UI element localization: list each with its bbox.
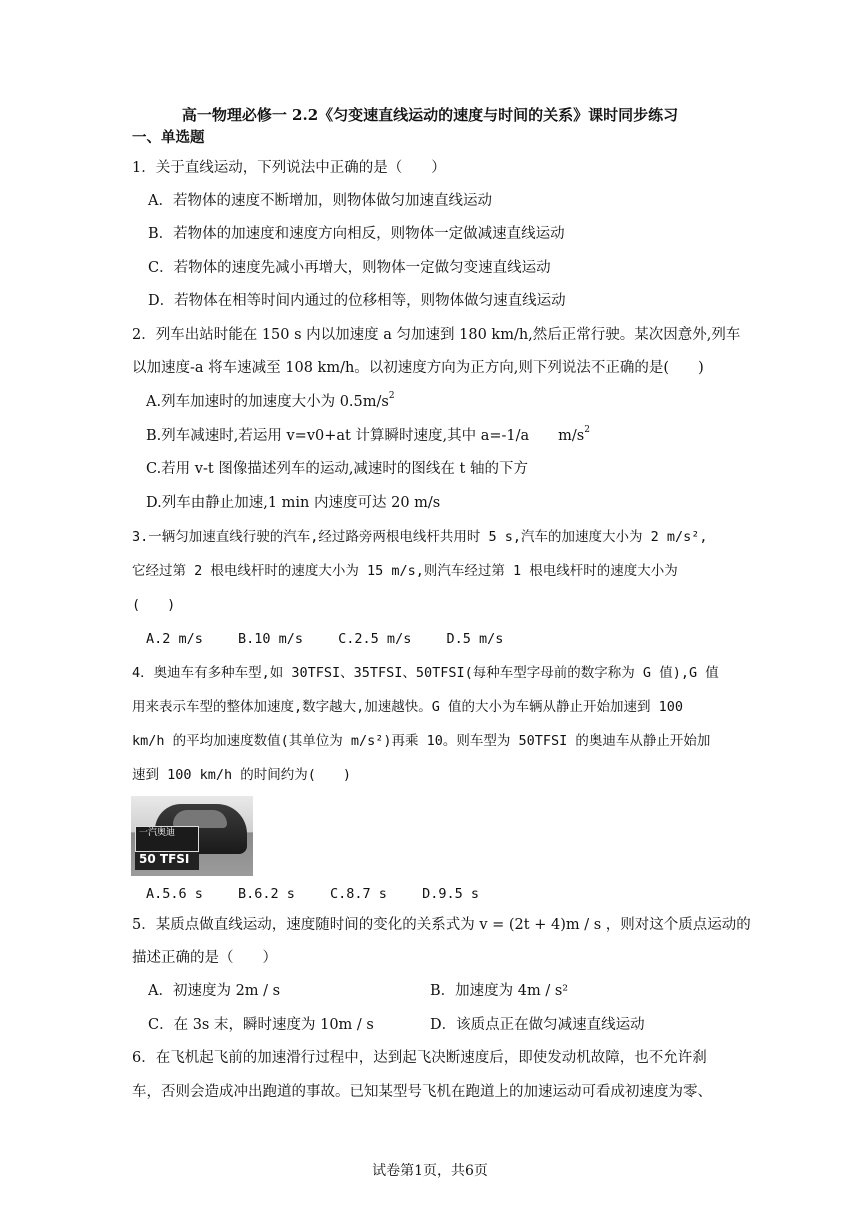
q2-option-b-text: B.列车减速时,若运用 v=v0+at 计算瞬时速度,其中 a=-1/a m/s	[146, 428, 585, 444]
page-title: 高一物理必修一 2.2《匀变速直线运动的速度与时间的关系》课时同步练习	[181, 106, 679, 124]
q4-line-3: km/h 的平均加速度数值(其单位为 m/s²)再乘 10。则车型为 50TFSI 的奥迪车从静止开始加	[132, 733, 711, 749]
q5-option-a: A．初速度为 2m / s	[148, 983, 281, 999]
model-label: 50 TFSI	[135, 852, 199, 870]
q1-option-c: C．若物体的速度先减小再增大，则物体一定做匀变速直线运动	[148, 260, 551, 276]
q1-option-b: B．若物体的加速度和速度方向相反，则物体一定做减速直线运动	[148, 226, 565, 242]
q5-line-2: 描述正确的是（ ）	[132, 950, 277, 966]
q2-line-2: 以加速度-a 将车速减至 108 km/h。以初速度方向为正方向,则下列说法不正确的是( )	[132, 360, 704, 376]
q1-option-d: D．若物体在相等时间内通过的位移相等，则物体做匀速直线运动	[148, 293, 566, 309]
q3-line-2: 它经过第 2 根电线杆时的速度大小为 15 m/s,则汽车经过第 1 根电线杆时的速度大小为	[132, 563, 678, 579]
q5-option-b: B．加速度为 4m / s²	[430, 983, 569, 999]
q2-option-d: D.列车由静止加速,1 min 内速度可达 20 m/s	[146, 495, 441, 511]
q4-line-4: 速到 100 km/h 的时间约为( )	[132, 767, 352, 783]
q5-option-d: D．该质点正在做匀减速直线运动	[430, 1017, 645, 1033]
section-heading: 一、单选题	[132, 129, 205, 146]
q3-line-3: ( )	[132, 597, 176, 613]
q3-options: A.2 m/s B.10 m/s C.2.5 m/s D.5 m/s	[146, 631, 504, 647]
q4-options: A.5.6 s B.6.2 s C.8.7 s D.9.5 s	[146, 886, 479, 902]
q4-line-1: 4．奥迪车有多种车型,如 30TFSI、35TFSI、50TFSI(每种车型字母前的数字称为 G 值),G 值	[132, 665, 719, 681]
audi-car-photo	[131, 796, 253, 876]
q5-option-c: C．在 3s 末，瞬时速度为 10m / s	[148, 1017, 374, 1033]
q2-option-a-text: A.列车加速时的加速度大小为 0.5m/s	[146, 394, 389, 410]
page-footer: 试卷第1页，共6页	[372, 1163, 488, 1179]
q2-option-b: B.列车减速时,若运用 v=v0+at 计算瞬时速度,其中 a=-1/a $m/s^2$	[146, 425, 590, 444]
q1-option-a: A．若物体的速度不断增加，则物体做匀加速直线运动	[148, 193, 492, 209]
q4-line-2: 用来表示车型的整体加速度,数字越大,加速越快。G 值的大小为车辆从静止开始加速到 100	[132, 699, 684, 715]
q5-line-1: 5．某质点做直线运动，速度随时间的变化的关系式为 v = (2t + 4)m / s ，则对这个质点运动的	[132, 917, 751, 933]
brand-label: 一汽奥迪	[135, 826, 199, 852]
q3-line-1: 3.一辆匀加速直线行驶的汽车,经过路旁两根电线杆共用时 5 s,汽车的加速度大小为 2 m/s²,	[132, 529, 708, 545]
q2-line-1: 2．列车出站时能在 150 s 内以加速度 a 匀加速到 180 km/h,然后正常行驶。某次因意外,列车	[132, 327, 741, 343]
q2-option-a: A.列车加速时的加速度大小为 $0.5m/s^2$	[146, 391, 395, 410]
q2-option-c: C.若用 v-t 图像描述列车的运动,减速时的图线在 t 轴的下方	[146, 461, 528, 477]
q1-stem: 1．关于直线运动，下列说法中正确的是（ ）	[132, 160, 446, 176]
q6-line-1: 6．在飞机起飞前的加速滑行过程中，达到起飞决断速度后，即使发动机故障，也不允许刹	[132, 1050, 707, 1066]
q6-line-2: 车，否则会造成冲出跑道的事故。已知某型号飞机在跑道上的加速运动可看成初速度为零、	[132, 1084, 712, 1100]
